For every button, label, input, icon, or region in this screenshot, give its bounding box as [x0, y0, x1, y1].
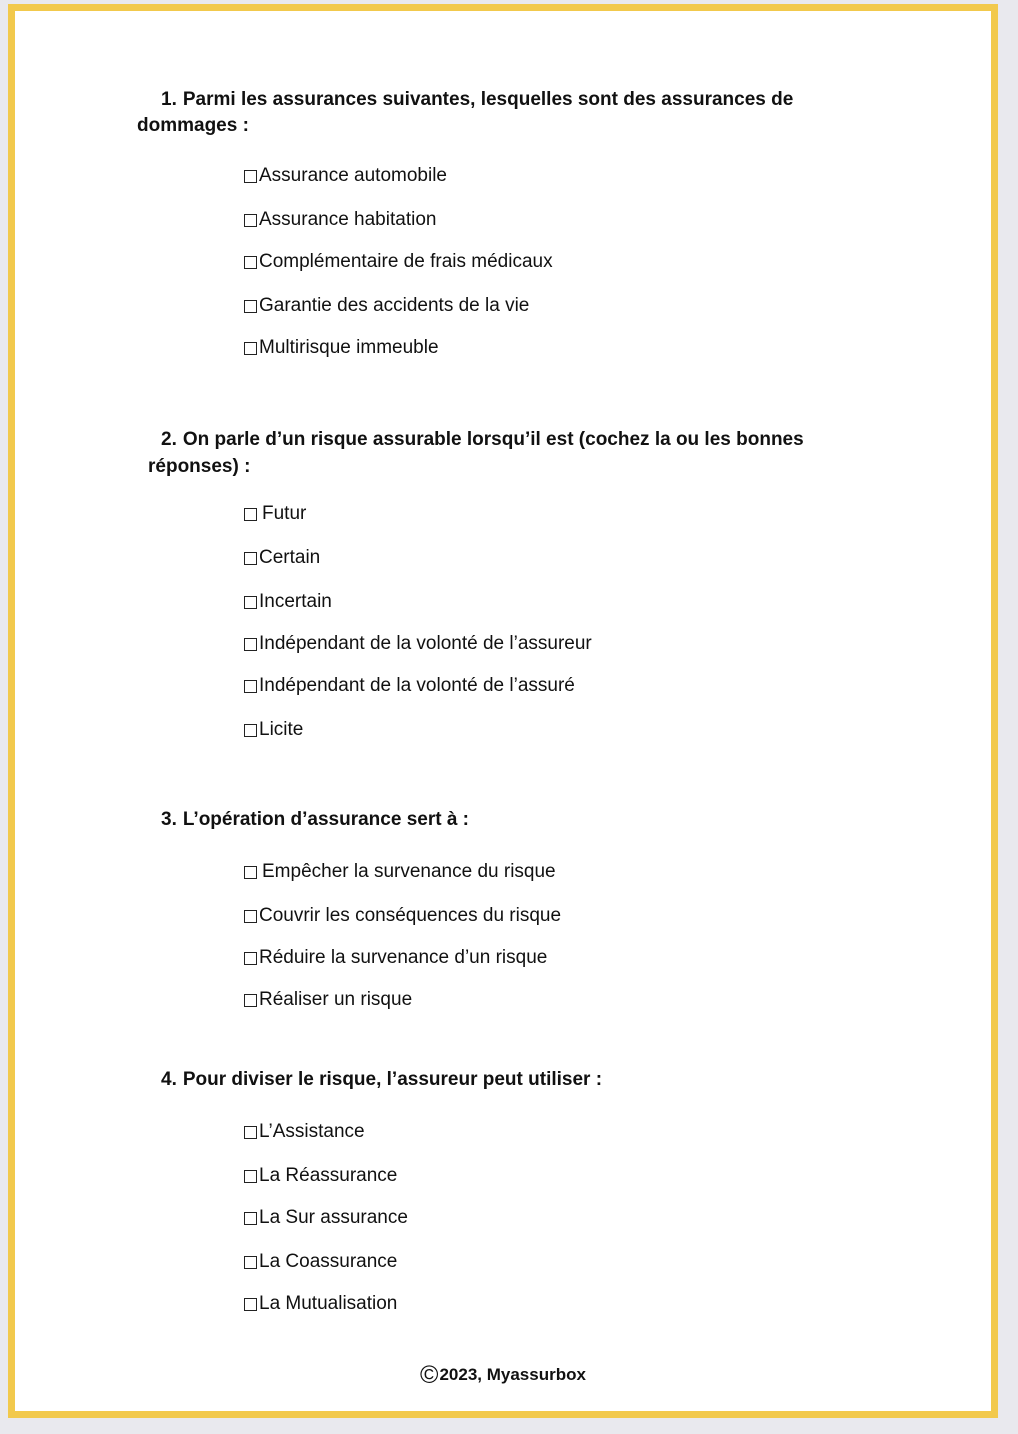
option-checkbox[interactable]	[244, 336, 439, 360]
option-checkbox[interactable]	[244, 1292, 397, 1316]
option-label: L’Assistance	[259, 1121, 365, 1142]
option-checkbox[interactable]	[244, 1250, 397, 1274]
question-text-line2: réponses) :	[148, 456, 251, 477]
option-label: Empêcher la survenance du risque	[262, 861, 556, 882]
option-label: Certain	[259, 547, 321, 568]
checkbox-icon[interactable]	[244, 1212, 257, 1225]
checkbox-icon[interactable]	[244, 256, 257, 269]
checkbox-icon[interactable]	[244, 596, 257, 609]
option-label: Garantie des accidents de la vie	[259, 295, 530, 316]
option-checkbox[interactable]	[244, 546, 320, 570]
checkbox-icon[interactable]	[244, 1256, 257, 1269]
option-label: Incertain	[259, 591, 332, 612]
copyright-text: 2023, Myassurbox	[439, 1365, 586, 1384]
question-number: 2.	[161, 429, 177, 450]
option-label: Réduire la survenance d’un risque	[259, 947, 548, 968]
option-label: La Mutualisation	[259, 1293, 398, 1314]
option-label: Multirisque immeuble	[259, 337, 439, 358]
checkbox-icon[interactable]	[244, 214, 257, 227]
option-checkbox[interactable]	[244, 164, 447, 188]
question-text-line1: On parle d’un risque assurable lorsqu’il est (cochez la ou les bonnes	[182, 429, 804, 450]
question-title	[161, 427, 804, 453]
checkbox-icon[interactable]	[244, 1298, 257, 1311]
checkbox-icon[interactable]	[244, 994, 257, 1007]
checkbox-icon[interactable]	[244, 952, 257, 965]
option-checkbox[interactable]	[244, 988, 412, 1012]
option-label: La Sur assurance	[259, 1207, 408, 1228]
question-number: 1.	[161, 89, 177, 110]
option-checkbox[interactable]	[244, 904, 561, 928]
question-title	[161, 807, 469, 833]
option-label: La Réassurance	[259, 1165, 398, 1186]
option-label: Futur	[262, 503, 307, 524]
checkbox-icon[interactable]	[244, 342, 257, 355]
option-checkbox[interactable]	[244, 294, 529, 318]
checkbox-icon[interactable]	[244, 300, 257, 313]
question-text-line1: Parmi les assurances suivantes, lesquelles sont des assurances de	[182, 89, 794, 110]
question-title	[161, 87, 793, 113]
question-number: 3.	[161, 809, 177, 830]
checkbox-icon[interactable]	[244, 724, 257, 737]
checkbox-icon[interactable]	[244, 866, 257, 879]
option-checkbox[interactable]	[244, 590, 332, 614]
checkbox-icon[interactable]	[244, 680, 257, 693]
question-number: 4.	[161, 1069, 177, 1090]
option-label: La Coassurance	[259, 1251, 398, 1272]
question-text-line1: L’opération d’assurance sert à :	[182, 809, 470, 830]
checkbox-icon[interactable]	[244, 1170, 257, 1183]
copyright-icon: ©	[420, 1361, 439, 1389]
checkbox-icon[interactable]	[244, 508, 257, 521]
option-label: Assurance habitation	[259, 209, 437, 230]
checkbox-icon[interactable]	[244, 910, 257, 923]
question-title	[161, 1067, 602, 1093]
option-label: Indépendant de la volonté de l’assureur	[259, 633, 592, 654]
document-page	[8, 4, 998, 1418]
option-checkbox[interactable]	[244, 718, 303, 742]
question-text-line2: dommages :	[137, 115, 249, 136]
option-label: Indépendant de la volonté de l’assuré	[259, 675, 575, 696]
question-text-line1: Pour diviser le risque, l’assureur peut utiliser :	[182, 1069, 603, 1090]
option-checkbox[interactable]	[244, 250, 553, 274]
option-label: Réaliser un risque	[259, 989, 413, 1010]
option-checkbox[interactable]	[244, 1120, 365, 1144]
option-checkbox[interactable]	[244, 1164, 397, 1188]
option-checkbox[interactable]	[244, 632, 592, 656]
checkbox-icon[interactable]	[244, 170, 257, 183]
checkbox-icon[interactable]	[244, 638, 257, 651]
option-checkbox[interactable]	[244, 1206, 408, 1230]
checkbox-icon[interactable]	[244, 552, 257, 565]
checkbox-icon[interactable]	[244, 1126, 257, 1139]
option-checkbox[interactable]	[244, 860, 556, 884]
option-checkbox[interactable]	[244, 208, 436, 232]
option-label: Assurance automobile	[259, 165, 447, 186]
question-title-continuation	[137, 113, 249, 139]
option-checkbox[interactable]	[244, 674, 575, 698]
option-checkbox[interactable]	[244, 502, 306, 526]
copyright-footer	[15, 1363, 991, 1387]
question-title-continuation	[148, 454, 250, 480]
option-label: Couvrir les conséquences du risque	[259, 905, 562, 926]
option-label: Licite	[259, 719, 304, 740]
option-label: Complémentaire de frais médicaux	[259, 251, 553, 272]
option-checkbox[interactable]	[244, 946, 547, 970]
